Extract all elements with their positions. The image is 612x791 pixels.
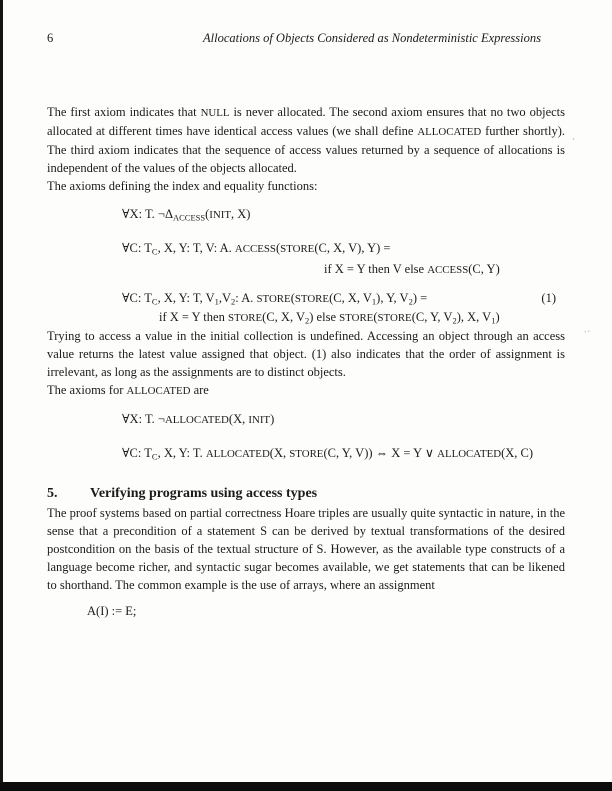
code-assignment-example: A(I) := E; [87,604,137,618]
page-number: 6 [47,31,54,45]
formula-allocated-init: ∀X: T. ¬ALLOCATED(X, INIT) [122,412,275,426]
scan-speck: ·· [583,326,593,337]
paragraph-axioms-overview: The first axiom indicates that NULL is never allocated. The second axiom ensures that no two objects allocated at different times have identical access values (we shall define ALLOCATED further shortly). The third axiom indicates that the sequence of access values returned by a sequence of allocations is independent of the values of the objects allocated. [47,105,566,175]
page-body [47,0,565,620]
formula-access-store-lhs: ∀C: $T_C$, X, Y: T, V: A. ACCESS(STORE(C, X, V), Y) = [122,241,391,257]
section-heading [47,484,565,504]
formula-allocated-store: ∀C: $T_C$, X, Y: T. ALLOCATED(X, STORE(C, Y, V)) ⇔ X = Y ∨ ALLOCATED(X, C) [122,446,534,462]
paragraph-access-discussion: Trying to access a value in the initial collection is undefined. Accessing an object through an access value returns the latest value assigned that object. (1) also indicates that the order of assignment is irrelevant, as long as the assignments are to distinct objects. [47,329,565,379]
paragraph-proof-systems: The proof systems based on partial correctness Hoare triples are usually quite syntactic in nature, in the sense that a precondition of a statement S can be derived by textual transformations of the desired postcondition on the basis of the textual structure of S. However, as the available type constructs of a language become richer, and syntactic sugar becomes available, we get statements that can be likened to shorthand. The common example is the use of arrays, where an assignment [47,506,565,592]
paragraph-allocated-intro: The axioms for ALLOCATED are [47,383,209,397]
paragraph-index-equality-intro: The axioms defining the index and equality functions: [47,179,318,193]
running-title: Allocations of Objects Considered as Nondeterministic Expressions [203,31,541,45]
formula-delta-access-init: ∀X: T. $\neg\Delta_{ACCESS}(INIT$, X) [122,207,251,223]
scan-edge-bottom [0,782,612,791]
formula-access-store-rhs: if X = Y then V else ACCESS(C, Y) [324,262,500,276]
section-title: Verifying programs using access types [90,486,318,501]
section-number: 5. [47,486,58,501]
scan-edge-left [0,0,3,791]
equation-number: (1) [541,291,556,305]
scan-speck: · [572,135,575,144]
formula-store-store-lhs: ∀C: $T_C$, X, Y: T, $V_1,V_2$: A. STORE(STORE(C, X, $V_1$), Y, $V_2$) = [122,291,428,307]
formula-row-store-store [47,289,565,308]
formula-store-store-rhs: if X = Y then STORE(C, X, $V_2$) else STORE(STORE(C, Y, $V_2$), X, $V_1$) [159,310,500,326]
